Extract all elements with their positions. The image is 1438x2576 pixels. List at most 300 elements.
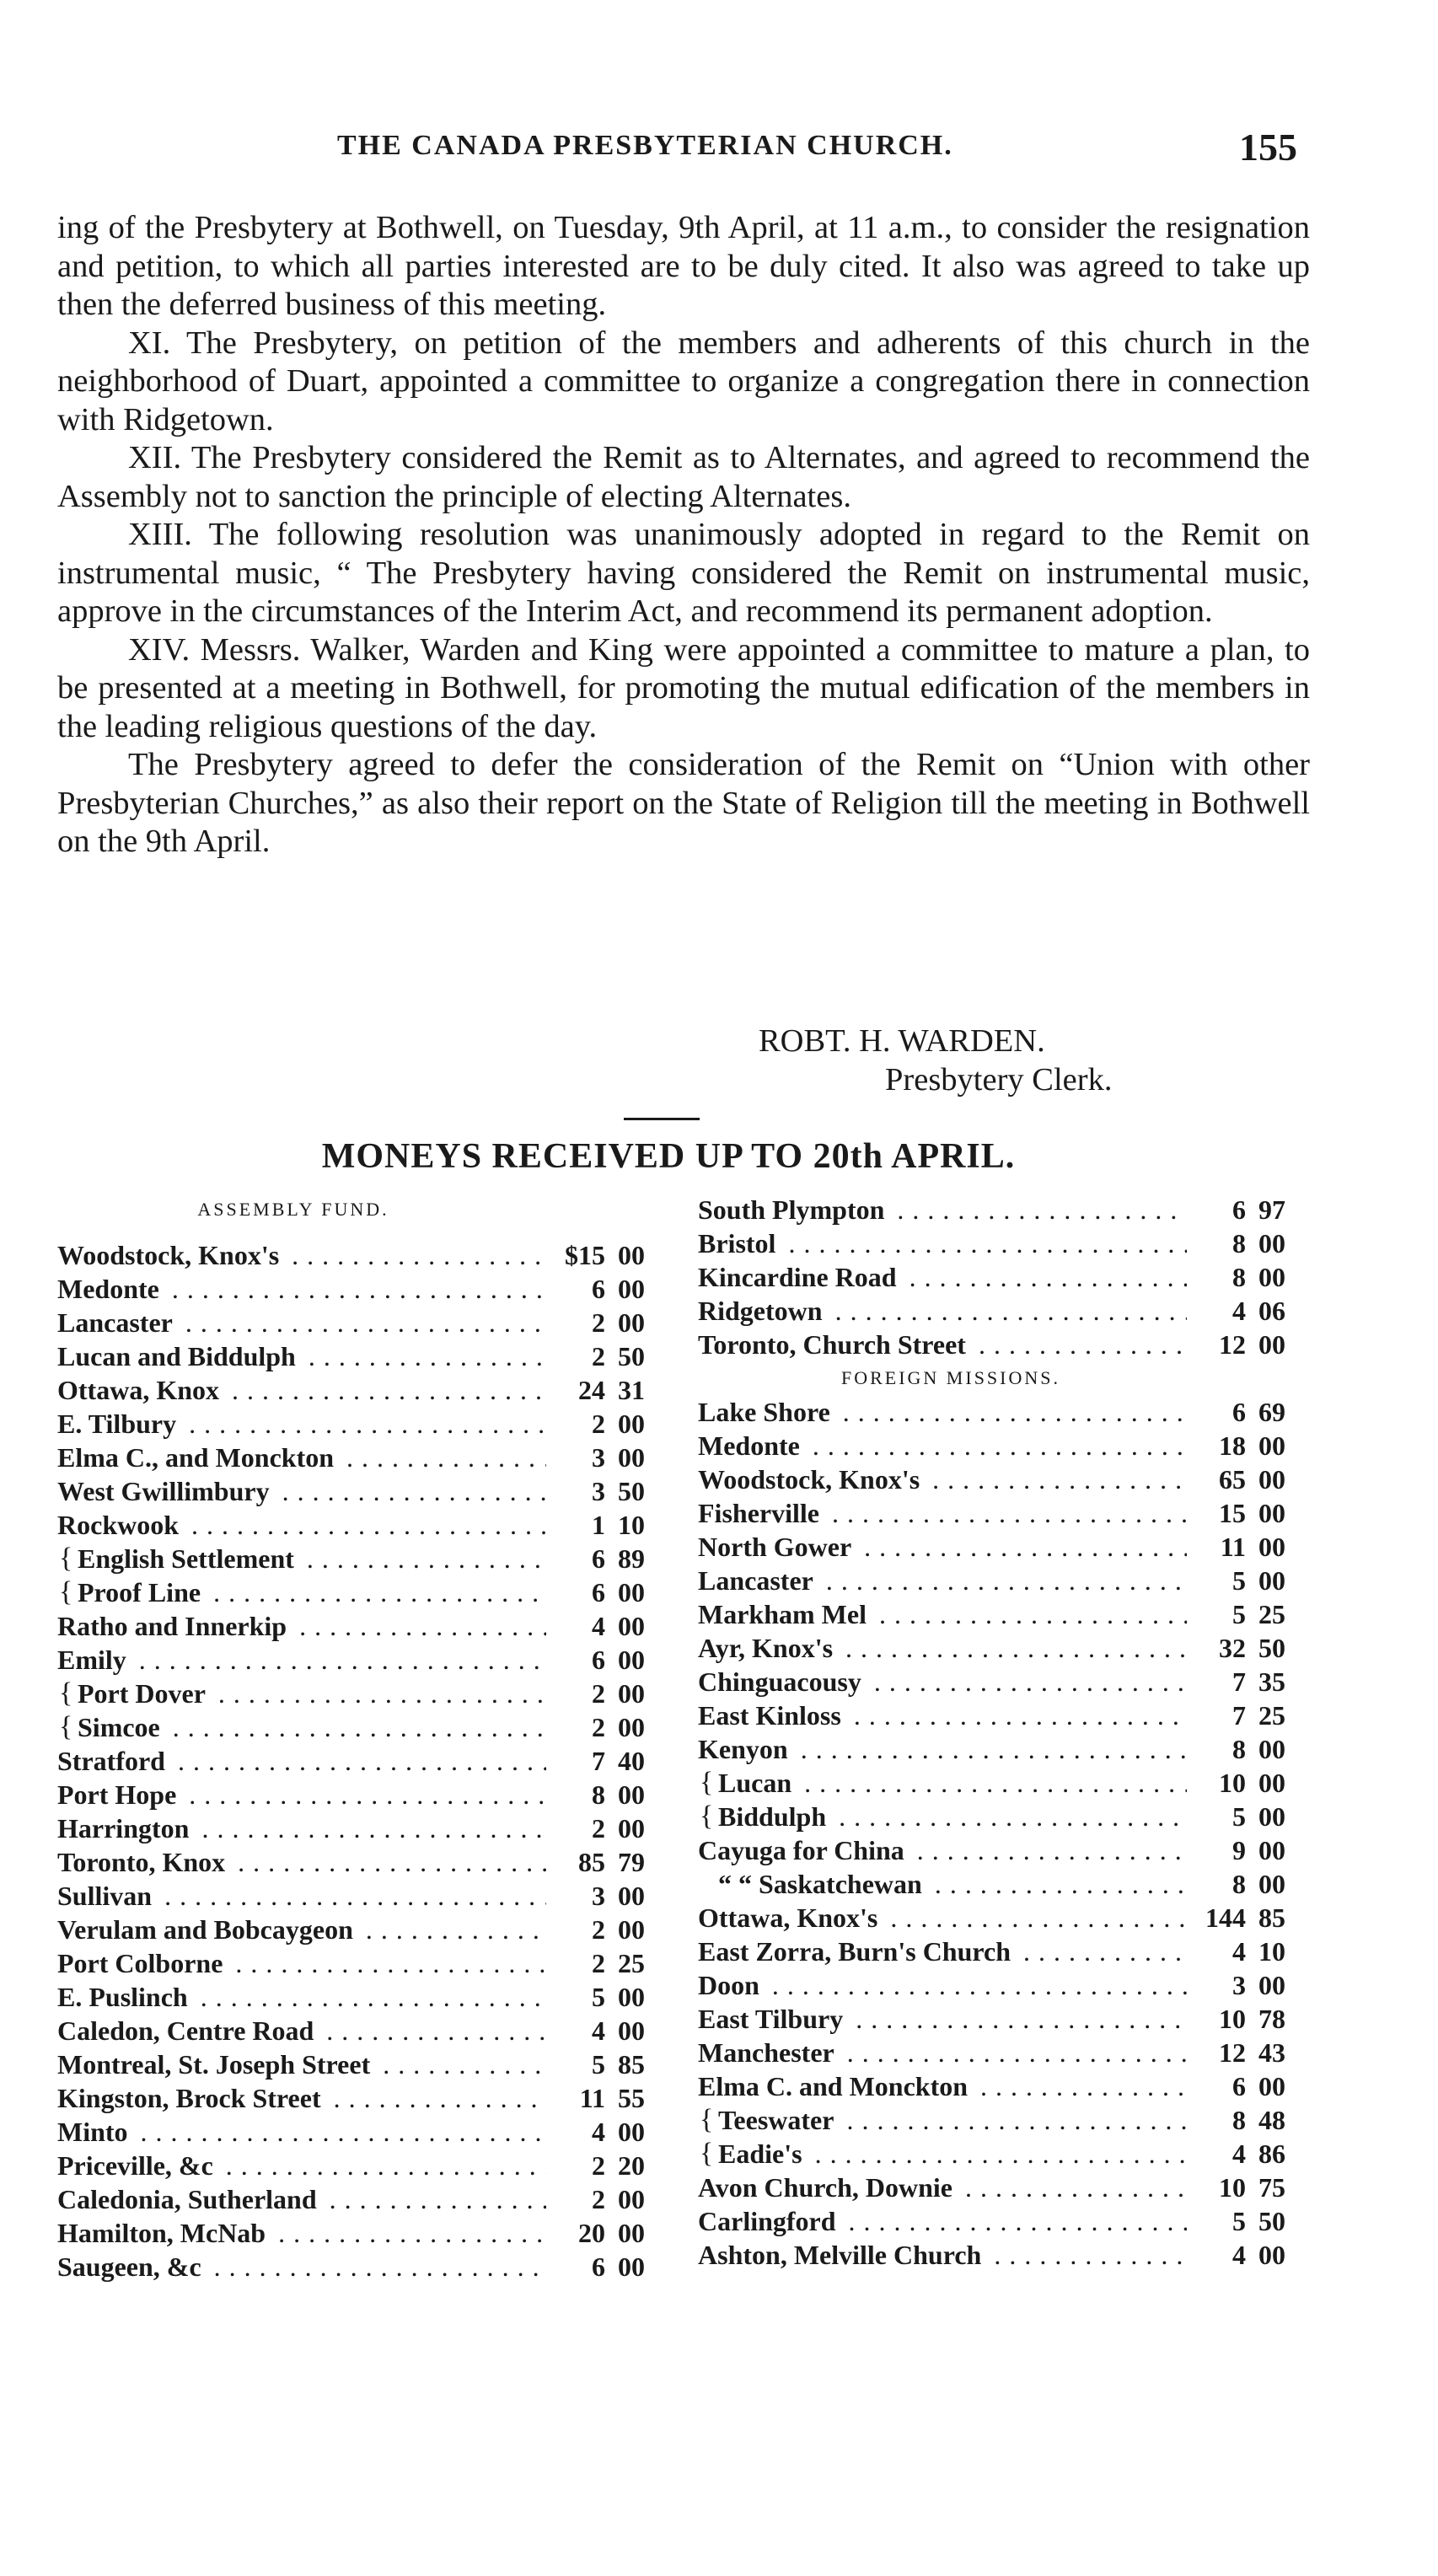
entry-cents: 00 [1258,1228,1285,1258]
foreign-missions-heading: FOREIGN MISSIONS. [840,1367,1061,1388]
brace-glyph: { [59,1576,73,1607]
entry-name-text: Cayuga for China [698,1835,909,1865]
money-entry [698,1260,1305,1294]
entry-name [57,1508,546,1542]
money-entry [698,1395,1305,1429]
money-entry [57,1980,664,2014]
money-entry [698,1328,1305,1361]
money-entry [57,1643,664,1677]
entry-cents: 00 [1258,1498,1285,1528]
entry-name-text: Simcoe [78,1712,165,1742]
entry-name [57,1677,546,1710]
entry-name [698,2171,1187,2204]
entry-name [57,1474,546,1508]
entry-name-text: Biddulph [718,1801,831,1832]
entry-name [698,1260,1187,1294]
entry-name-text: Caledonia, Sutherland [57,2184,322,2214]
entry-name [57,1643,546,1677]
entry-cents: 50 [1258,2206,1285,2236]
entry-dollars: 8 [1187,1260,1246,1294]
money-entry [57,1306,664,1339]
entry-dollars: 6 [1187,1193,1246,1226]
paragraph: XIII. The following resolution was unanimously adopted in regard to the Remit on instrumental music, “ The Presbytery having considered the Remit on instrumental music, approve in the circumstances of the Interim Act, and recommend its permanent adoption. [57,517,1310,629]
entry-name [57,1272,546,1306]
section-divider [624,1118,700,1120]
entry-cents: 00 [618,1678,645,1709]
entry-cents: 25 [618,1948,645,1978]
entry-dollars: 2 [546,1306,605,1339]
entry-name [698,1766,1187,1800]
money-entry [57,1778,664,1811]
entry-name [698,1699,1187,1732]
spacer [57,1226,664,1238]
entry-dollars: 7 [1187,1665,1246,1699]
entry-name-text: Toronto, Knox [57,1847,230,1877]
entry-cents: 00 [1258,1565,1285,1596]
entry-name [698,1530,1187,1564]
entry-name [57,2014,546,2047]
entry-cents: 00 [618,1240,645,1270]
entry-cents: 40 [618,1746,645,1776]
brace-glyph: { [59,1543,73,1574]
entry-name-text: Doon [698,1970,765,2000]
entry-dollars: 2 [546,1677,605,1710]
entry-name [698,1429,1187,1462]
entry-name [698,1968,1187,2002]
entry-dollars: 1 [546,1508,605,1542]
money-entry [57,1710,664,1744]
entry-cents: 85 [1258,1902,1285,1933]
entry-name-text: Carlingford [698,2206,841,2236]
entry-dollars: 32 [1187,1631,1246,1665]
money-entry [57,1339,664,1373]
moneys-heading: MONEYS RECEIVED UP TO 20th APRIL. [321,1137,1016,1176]
entry-dollars: 3 [546,1441,605,1474]
entry-dollars: 4 [546,2014,605,2047]
entry-cents: 25 [1258,1599,1285,1629]
entry-name-text: Stratford [57,1746,170,1776]
money-entry [57,1238,664,1272]
entry-dollars: 6 [546,2250,605,2284]
entry-dollars: 6 [546,1575,605,1609]
entry-dollars: 6 [546,1643,605,1677]
entry-dollars: 2 [546,1811,605,1845]
entry-name-text: Ottawa, Knox [57,1375,224,1405]
money-entry [57,1508,664,1542]
money-entry [57,1272,664,1306]
entry-name-text: East Kinloss [698,1700,846,1731]
brace-glyph: { [700,1801,714,1832]
signature-name: ROBT. H. WARDEN. [759,1023,1045,1059]
entry-name-text: Lancaster [698,1565,818,1596]
entry-name-text: Minto [57,2117,133,2147]
entry-name-text: Elma C. and Monckton [698,2071,973,2101]
entry-name-text: Ridgetown [698,1296,828,1326]
entry-name [57,1980,546,2014]
signature-block [759,1022,1112,1099]
entry-cents: 00 [618,1577,645,1607]
entry-dollars: 11 [1187,1530,1246,1564]
entry-name-text: Saugeen, &c [57,2251,207,2282]
entry-cents: 10 [1258,1936,1285,1967]
entry-name [57,1879,546,1913]
money-entry [698,1429,1305,1462]
entry-name [57,1373,546,1407]
money-entry [57,1879,664,1913]
entry-cents: 00 [1258,1835,1285,1865]
paragraph: XI. The Presbytery, on petition of the members and adherents of this church in the neighborhood of Duart, appointed a committee to organize a congregation there in connection with Ridgetown. [57,325,1310,437]
entry-name [698,1496,1187,1530]
entry-cents: 00 [1258,2240,1285,2270]
entry-name-text: Port Hope [57,1779,181,1810]
entry-cents: 48 [1258,2105,1285,2135]
entry-name [57,1542,546,1575]
money-entry [698,1462,1305,1496]
entry-name-text: Sullivan [57,1881,157,1911]
entry-dollars: 2 [546,2149,605,2182]
entry-cents: 75 [1258,2172,1285,2203]
signature-title: Presbytery Clerk. [885,1062,1113,1097]
entry-name-text: Port Dover [78,1678,211,1709]
entry-name [698,1462,1187,1496]
entry-name-text: West Gwillimbury [57,1476,275,1506]
entry-name [57,2182,546,2216]
money-entry [698,1699,1305,1732]
entry-dollars: 5 [1187,1597,1246,1631]
money-entry [57,1677,664,1710]
entry-dollars: 4 [1187,2238,1246,2272]
money-entry [698,2069,1305,2103]
money-entry [698,1496,1305,1530]
entry-name-text: Kenyon [698,1734,793,1764]
entry-name-text: Lancaster [57,1307,178,1338]
entry-dollars: 4 [1187,2137,1246,2171]
entry-cents: 00 [618,1442,645,1473]
entry-name [698,1395,1187,1429]
entry-name [57,2216,546,2250]
entry-cents: 00 [1258,1869,1285,1899]
entry-dollars: 8 [546,1778,605,1811]
entry-cents: 00 [618,2251,645,2282]
brace-glyph: { [700,1767,714,1798]
money-entry [57,1575,664,1609]
entry-dollars: 65 [1187,1462,1246,1496]
entry-cents: 00 [618,2015,645,2046]
entry-dollars: 5 [546,1980,605,2014]
money-entry [57,2182,664,2216]
entry-name-text: Markham Mel [698,1599,872,1629]
entry-cents: 00 [618,2184,645,2214]
entry-name-text: English Settlement [78,1543,299,1574]
entry-name [57,1913,546,1946]
entry-cents: 00 [1258,1262,1285,1292]
entry-dollars: 10 [1187,2171,1246,2204]
money-entry [698,1294,1305,1328]
entry-name-text: Montreal, St. Joseph Street [57,2049,375,2080]
money-entry [698,2103,1305,2137]
entry-dollars: 5 [546,2047,605,2081]
entry-name [698,1901,1187,1935]
money-entry [698,1597,1305,1631]
brace-glyph: { [700,2138,714,2169]
money-entry [698,1564,1305,1597]
entry-cents: 00 [618,1274,645,1304]
entry-cents: 00 [1258,1768,1285,1798]
entry-name-text: Ashton, Melville Church [698,2240,986,2270]
entry-name-text: South Plympton [698,1194,889,1225]
entry-name-text: Toronto, Church Street [698,1329,971,1360]
money-entry [57,2014,664,2047]
entry-cents: 89 [618,1543,645,1574]
paragraph: ing of the Presbytery at Bothwell, on Tuesday, 9th April, at 11 a.m., to consider the resignation and petition, to which all parties interested are to be duly cited. It also was agreed to take up then the deferred business of this meeting. [57,210,1310,322]
entry-name-text: East Zorra, Burn's Church [698,1936,1016,1967]
running-title: THE CANADA PRESBYTERIAN CHURCH. [337,130,953,161]
money-entry [57,2250,664,2284]
entry-cents: 10 [618,1510,645,1540]
entry-name-text: Lucan [718,1768,797,1798]
entry-dollars: 2 [546,1339,605,1373]
money-entry [698,2002,1305,2036]
entry-name-text: Rockwook [57,1510,184,1540]
entry-cents: 50 [1258,1633,1285,1663]
entry-name-text: Lucan and Biddulph [57,1341,301,1371]
entry-dollars: 10 [1187,1766,1246,1800]
brace-glyph: { [59,1711,73,1742]
entry-dollars: 2 [546,2182,605,2216]
entry-dollars: 4 [546,1609,605,1643]
entry-dollars: $15 [546,1238,605,1272]
money-entry [57,2081,664,2115]
money-entry [698,2204,1305,2238]
money-entry [698,2137,1305,2171]
entry-name [698,2002,1187,2036]
entry-name-text: Port Colborne [57,1948,228,1978]
entry-cents: 00 [618,1307,645,1338]
entry-dollars: 18 [1187,1429,1246,1462]
money-entry [698,1226,1305,1260]
entry-cents: 00 [1258,1329,1285,1360]
entry-name [698,1328,1187,1361]
entry-name [57,1710,546,1744]
entry-dollars: 3 [1187,1968,1246,2002]
entry-name [57,1811,546,1845]
entry-name-text: Proof Line [78,1577,206,1607]
entry-dollars: 8 [1187,2103,1246,2137]
entry-cents: 79 [618,1847,645,1877]
entry-name [57,2149,546,2182]
money-entry [698,1665,1305,1699]
money-entry [698,1800,1305,1833]
money-entry [698,1901,1305,1935]
paragraph: XIV. Messrs. Walker, Warden and King were appointed a committee to mature a plan, to be presented at a meeting in Bothwell, for promoting the mutual edification of the members in the leading religious questions of the day. [57,631,1310,744]
money-entry [57,1845,664,1879]
entry-name-text: Manchester [698,2037,840,2068]
assembly-fund-continued-list [698,1193,1305,1361]
entry-name-text: Verulam and Bobcaygeon [57,1914,358,1945]
entry-cents: 00 [618,1645,645,1675]
entry-dollars: 7 [546,1744,605,1778]
money-entry [57,1474,664,1508]
entry-cents: 35 [1258,1666,1285,1697]
entry-name [57,1744,546,1778]
entry-dollars: 6 [1187,1395,1246,1429]
entry-dollars: 2 [546,1710,605,1744]
entry-name [698,1867,1187,1901]
entry-dollars: 4 [1187,1935,1246,1968]
entry-name [57,1407,546,1441]
entry-name-text: Medonte [57,1274,164,1304]
money-entry [57,1542,664,1575]
money-entry [57,1946,664,1980]
entry-dollars: 2 [546,1407,605,1441]
entry-name-text: Eadie's [718,2139,808,2169]
money-entry [698,1867,1305,1901]
money-entry [57,1913,664,1946]
entry-cents: 25 [1258,1700,1285,1731]
entry-name [57,1575,546,1609]
entry-cents: 00 [1258,2071,1285,2101]
entry-name [57,1339,546,1373]
entry-name [698,2103,1187,2137]
entry-dollars: 12 [1187,1328,1246,1361]
entry-name [57,2115,546,2149]
money-entry [698,1968,1305,2002]
entry-cents: 00 [618,1611,645,1641]
entry-name [698,1597,1187,1631]
money-entry [57,2216,664,2250]
entry-dollars: 4 [1187,1294,1246,1328]
entry-dollars: 2 [546,1913,605,1946]
entry-cents: 00 [1258,1801,1285,1832]
money-entry [698,1935,1305,1968]
entry-name-text: Harrington [57,1813,194,1843]
entry-name-text: Emily [57,1645,131,1675]
entry-name [57,1946,546,1980]
body-text [57,209,1310,861]
entry-cents: 00 [618,2117,645,2147]
entry-dollars: 9 [1187,1833,1246,1867]
entry-name-text: Priceville, &c [57,2150,218,2181]
page-number: 155 [1239,126,1297,169]
left-column [57,1193,664,2284]
entry-cents: 50 [618,1476,645,1506]
entry-dollars: 7 [1187,1699,1246,1732]
entry-cents: 00 [1258,1970,1285,2000]
entry-name [57,2081,546,2115]
entry-dollars: 5 [1187,1564,1246,1597]
entry-cents: 00 [618,1881,645,1911]
entry-cents: 00 [618,1712,645,1742]
money-entry [57,2047,664,2081]
money-entry [698,1193,1305,1226]
entry-name [57,1778,546,1811]
money-entry [57,2149,664,2182]
money-entry [57,2115,664,2149]
entry-name-text: Elma C., and Monckton [57,1442,339,1473]
entry-name [698,1564,1187,1597]
entry-name [698,1935,1187,1968]
entry-cents: 00 [618,1813,645,1843]
entry-cents: 50 [618,1341,645,1371]
foreign-missions-list [698,1395,1305,2272]
entry-dollars: 10 [1187,2002,1246,2036]
entry-name [57,1306,546,1339]
entry-name [57,1845,546,1879]
assembly-fund-heading: ASSEMBLY FUND. [197,1199,389,1220]
entry-name [698,2238,1187,2272]
entry-name [698,1193,1187,1226]
entry-dollars: 6 [546,1272,605,1306]
entry-name-text: “ “ Saskatchewan [718,1869,927,1899]
entry-dollars: 3 [546,1474,605,1508]
entry-cents: 00 [1258,1430,1285,1461]
entry-name-text: Ottawa, Knox's [698,1902,883,1933]
entry-dollars: 15 [1187,1496,1246,1530]
entry-name-text: Chinguacousy [698,1666,867,1697]
entry-cents: 85 [618,2049,645,2080]
entry-cents: 20 [618,2150,645,2181]
entry-name-text: Ayr, Knox's [698,1633,838,1663]
entry-name-text: Woodstock, Knox's [698,1464,925,1495]
entry-dollars: 2 [546,1946,605,1980]
entry-dollars: 85 [546,1845,605,1879]
assembly-fund-list [57,1238,664,2284]
entry-dollars: 8 [1187,1867,1246,1901]
entry-dollars: 24 [546,1373,605,1407]
entry-cents: 86 [1258,2139,1285,2169]
entry-cents: 78 [1258,2004,1285,2034]
entry-dollars: 8 [1187,1732,1246,1766]
entry-dollars: 12 [1187,2036,1246,2069]
entry-cents: 00 [1258,1464,1285,1495]
entry-cents: 00 [1258,1734,1285,1764]
entry-dollars: 5 [1187,2204,1246,2238]
entry-name-text: East Tilbury [698,2004,848,2034]
entry-cents: 00 [618,1409,645,1439]
entry-name [698,1665,1187,1699]
entry-dollars: 11 [546,2081,605,2115]
entry-name-text: Kingston, Brock Street [57,2083,326,2113]
entry-name-text: E. Puslinch [57,1982,193,2012]
entry-cents: 00 [1258,1532,1285,1562]
entry-name-text: Lake Shore [698,1397,835,1427]
money-entry [698,2171,1305,2204]
entry-name-text: Teeswater [718,2105,839,2135]
running-head [0,125,1438,175]
money-entry [57,1744,664,1778]
entry-name-text: Hamilton, McNab [57,2218,271,2248]
entry-name [698,1800,1187,1833]
brace-glyph: { [59,1677,73,1709]
money-entry [698,1766,1305,1800]
entry-name [698,2137,1187,2171]
entry-name [698,1294,1187,1328]
entry-cents: 00 [618,2218,645,2248]
entry-name [57,2047,546,2081]
money-entry [698,1631,1305,1665]
entry-name-text: Medonte [698,1430,805,1461]
entry-name [698,2069,1187,2103]
entry-dollars: 4 [546,2115,605,2149]
paragraph: The Presbytery agreed to defer the consideration of the Remit on “Union with other Presbyterian Churches,” as also their report on the State of Religion till the meeting in Bothwell on the 9th April. [57,747,1310,859]
entry-name-text: Fisherville [698,1498,824,1528]
entry-name-text: Kincardine Road [698,1262,902,1292]
entry-dollars: 3 [546,1879,605,1913]
entry-cents: 00 [618,1982,645,2012]
money-entry [57,1441,664,1474]
right-column [698,1193,1305,2272]
entry-dollars: 6 [1187,2069,1246,2103]
